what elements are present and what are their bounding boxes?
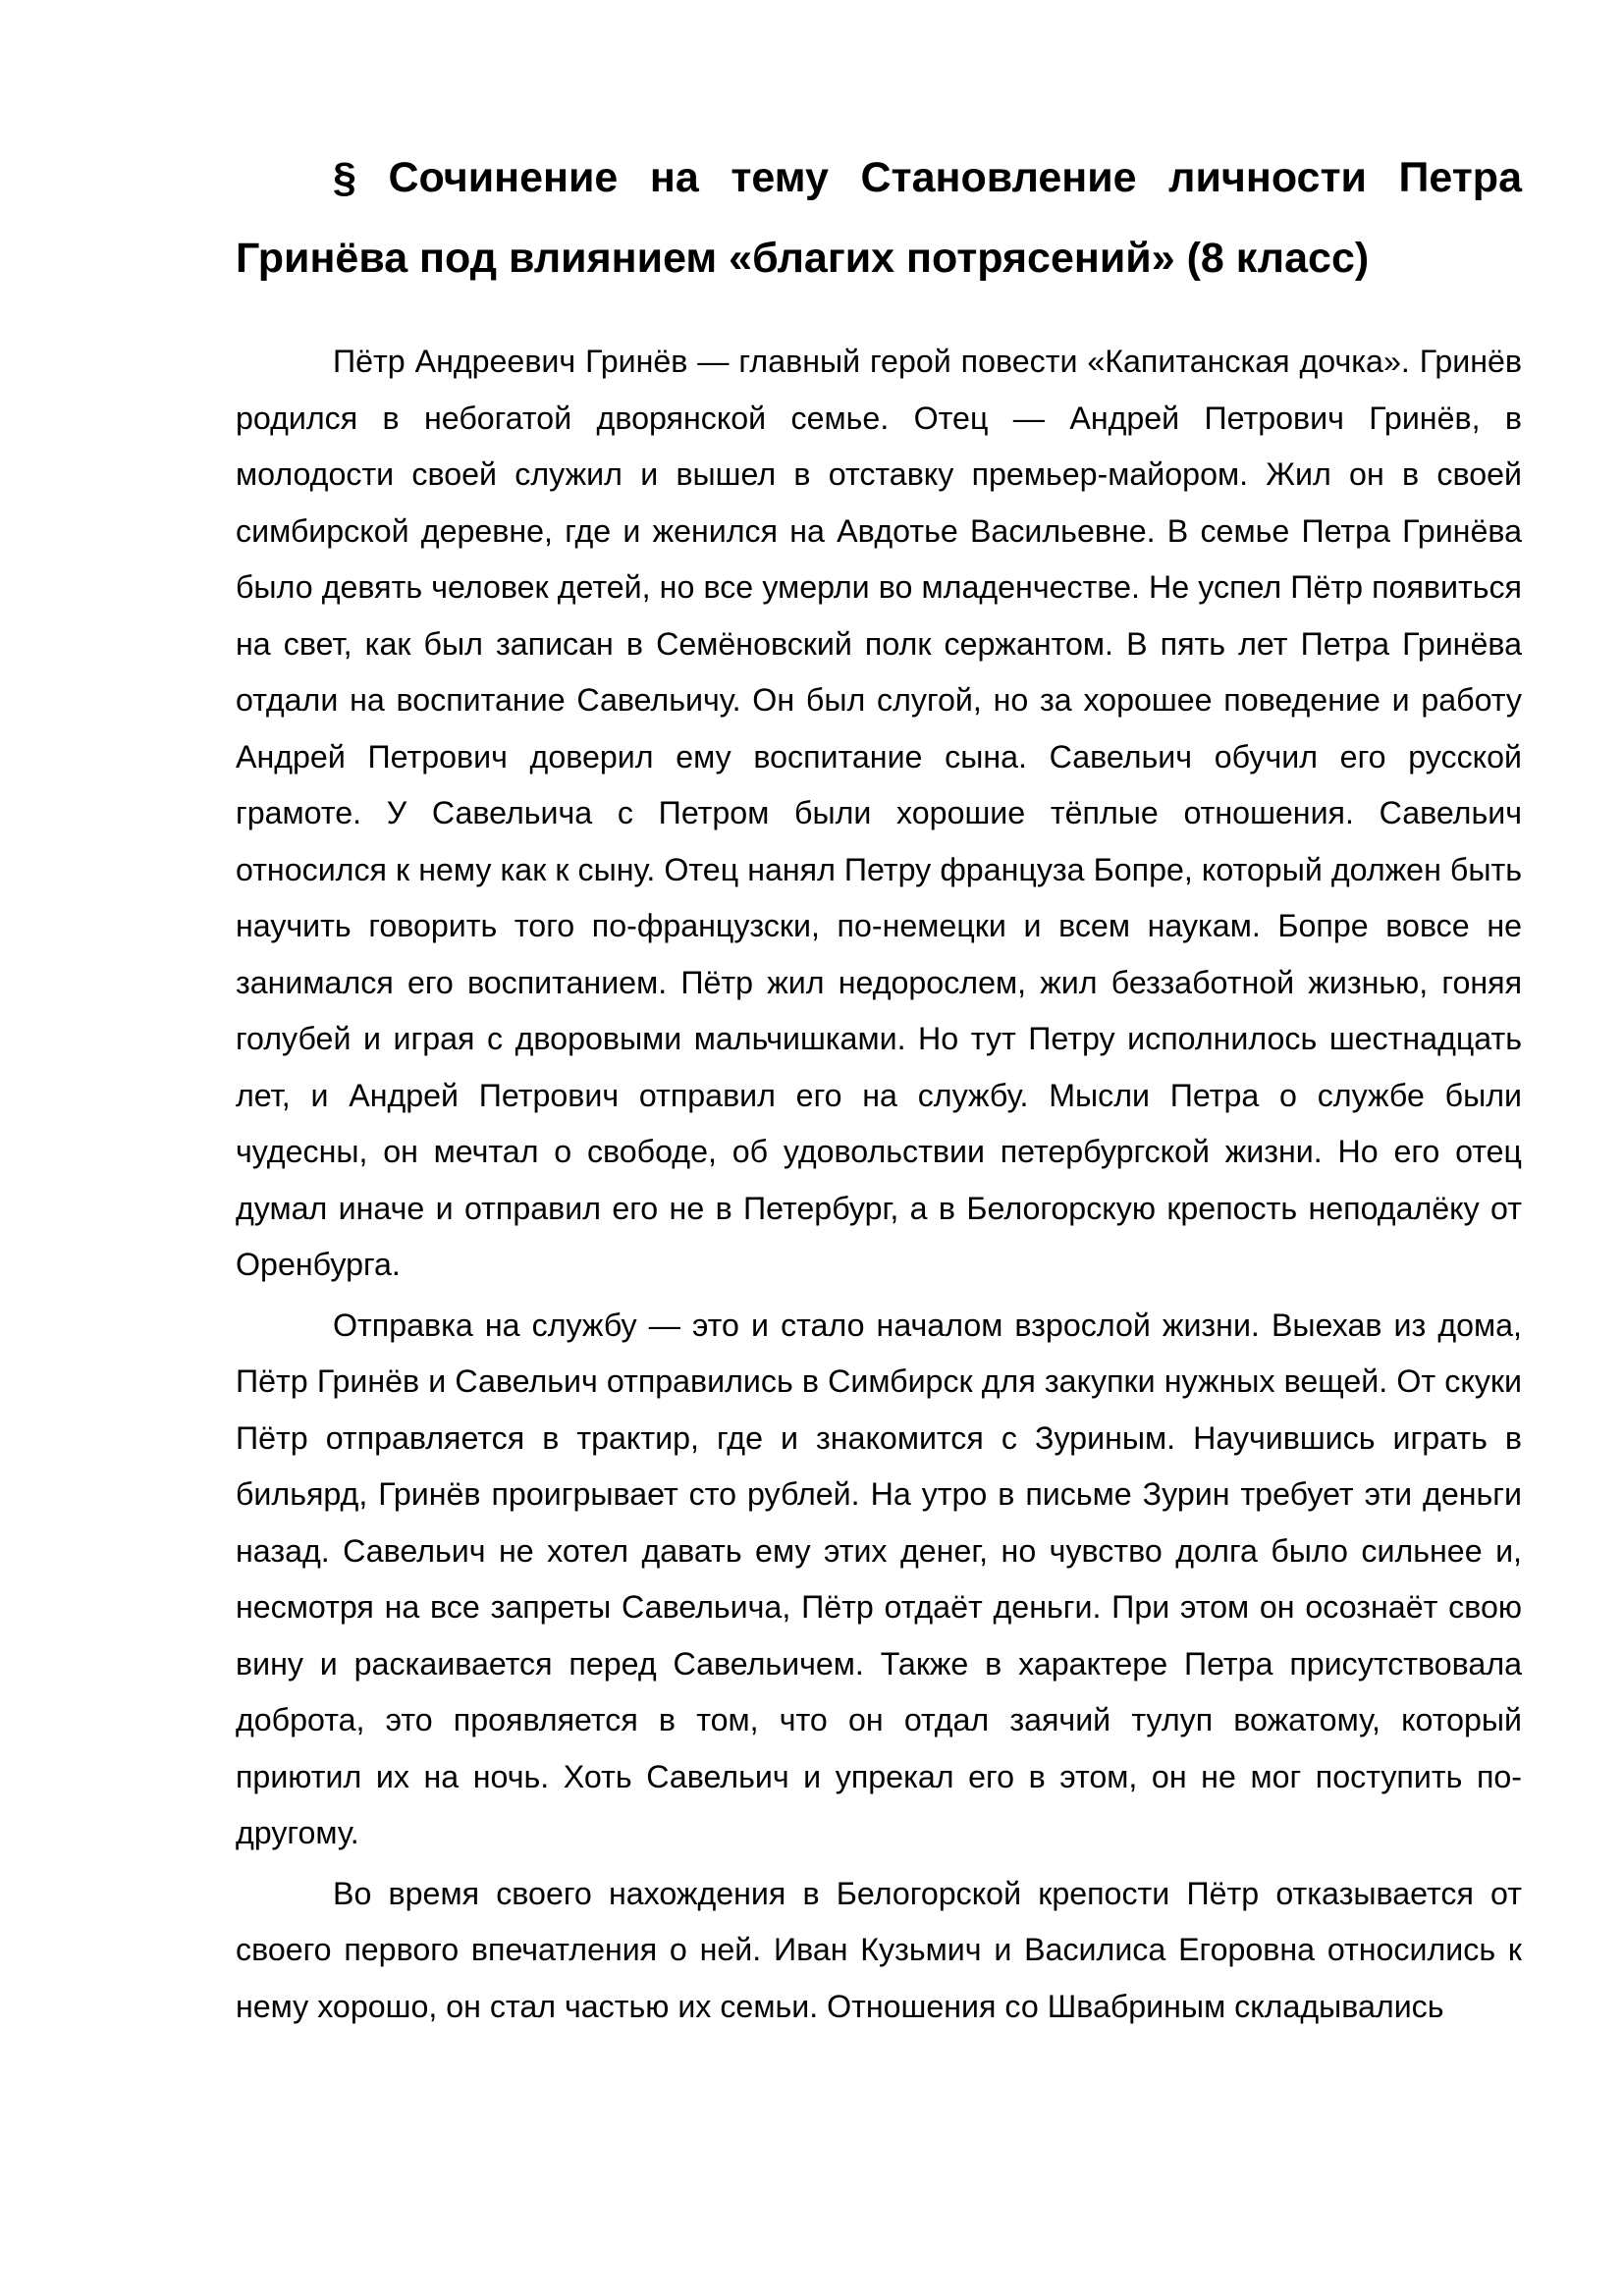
paragraph-1: Пётр Андреевич Гринёв — главный герой повести «Капитанская дочка». Гринёв родился в небогатой дворянской семье. Отец — Андрей Петрович Гринёв, в молодости своей служил и вышел в отставку премьер-майором. Жил он в своей симбирской деревне, где и женился на Авдотье Васильевне. В семье Петра Гринёва было девять человек детей, но все умерли во младенчестве. Не успел Пётр появиться на свет, как был записан в Семёновский полк сержантом. В пять лет Петра Гринёва отдали на воспитание Савельичу. Он был слугой, но за хорошее поведение и работу Андрей Петрович доверил ему воспитание сына. Савельич обучил его русской грамоте. У Савельича с Петром были хорошие тёплые отношения. Савельич относился к нему как к сыну. Отец нанял Петру француза Бопре, который должен быть научить говорить того по-французски, по-немецки и всем наукам. Бопре вовсе не занимался его воспитанием. Пётр жил недорослем, жил беззаботной жизнью, гоняя голубей и играя с дворовыми мальчишками. Но тут Петру исполнилось шестнадцать лет, и Андрей Петрович отправил его на службу. Мысли Петра о службе были чудесны, он мечтал о свободе, об удовольствии петербургской жизни. Но его отец думал иначе и отправил его не в Петербург, а в Белогорскую крепость неподалёку от Оренбурга. bbox=[236, 344, 1522, 1282]
paragraph-2: Отправка на службу — это и стало началом взрослой жизни. Выехав из дома, Пётр Гринёв и Савельич отправились в Симбирск для закупки нужных вещей. От скуки Пётр отправляется в трактир, где и знакомится с Зуриным. Научившись играть в бильярд, Гринёв проигрывает сто рублей. На утро в письме Зурин требует эти деньги назад. Савельич не хотел давать ему этих денег, но чувство долга было сильнее и, несмотря на все запреты Савельича, Пётр отдаёт деньги. При этом он осознаёт свою вину и раскаивается перед Савельичем. Также в характере Петра присутствовала доброта, это проявляется в том, что он отдал заячий тулуп вожатому, который приютил их на ночь. Хоть Савельич и упрекал его в этом, он не мог поступить по-другому. bbox=[236, 1307, 1522, 1850]
document-content bbox=[236, 137, 1522, 2039]
document-body bbox=[236, 334, 1522, 2035]
paragraph-3: Во время своего нахождения в Белогорской крепости Пётр отказывается от своего первого впечатления о ней. Иван Кузьмич и Василиса Егоровна относились к нему хорошо, он стал частью их семьи. Отношения со Швабриным складывались bbox=[236, 1875, 1522, 2024]
document-title: § Сочинение на тему Становление личности Петра Гринёва под влиянием «благих потрясений» (8 класс) bbox=[236, 154, 1522, 282]
